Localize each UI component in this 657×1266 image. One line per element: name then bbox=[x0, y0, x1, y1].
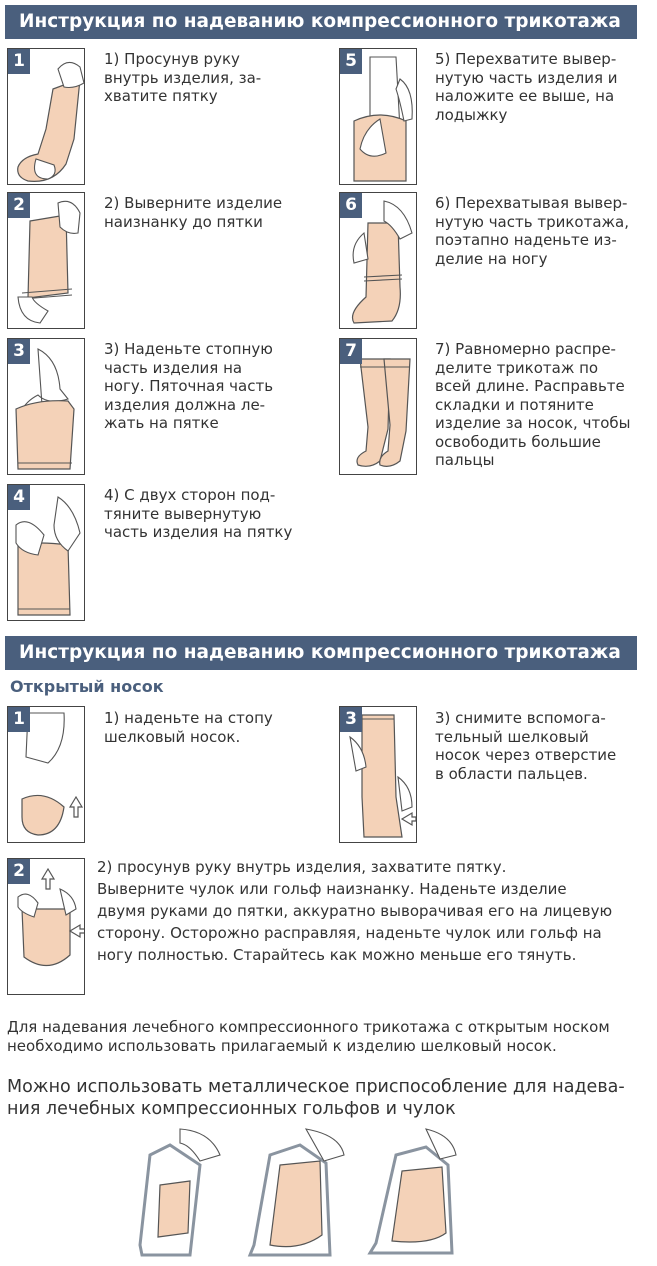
step5-text: 5) Перехватите вывер- нутую часть изделия и наложите ее выше, на лодыжку bbox=[435, 50, 618, 124]
open-step3-number: 3 bbox=[340, 707, 362, 732]
open-step2-illustration bbox=[7, 858, 85, 995]
step3-text: 3) Наденьте стопную часть изделия на ногу. Пяточная часть изделия должна ле- жать на пятке bbox=[104, 340, 274, 432]
step6-text: 6) Перехватывая вывер- нутую часть трикотажа, поэтапно наденьте из- делие на ногу bbox=[435, 194, 629, 268]
step6-illustration bbox=[339, 192, 417, 329]
open-step2-number: 2 bbox=[8, 859, 30, 884]
step6-number: 6 bbox=[340, 193, 362, 218]
step1-text: 1) Просунув руку внутрь изделия, за- хватите пятку bbox=[104, 50, 262, 105]
open-step3-illustration bbox=[339, 706, 417, 843]
stocking-aid-frame-illustration bbox=[130, 1125, 460, 1263]
step2-illustration bbox=[7, 192, 85, 329]
open-step1-illustration bbox=[7, 706, 85, 843]
device-illustration bbox=[130, 1125, 460, 1263]
open-step1-text: 1) наденьте на стопу шелковый носок. bbox=[104, 709, 273, 746]
step2-number: 2 bbox=[8, 193, 30, 218]
step7-text: 7) Равномерно распре- делите трикотаж по всей длине. Расправьте складки и потяните изделие за носок, чтобы освободить большие пальцы bbox=[435, 340, 631, 469]
open-step2-text: 2) просунув руку внутрь изделия, захватите пятку. Выверните чулок или гольф наизнанку. Наденьте изделие двумя руками до пятки, аккуратно выворачивая его на лицевую сторону. Осторожно расправляя, наденьте чулок или гольф на ногу полностью. Старайтесь как можно меньше его тянуть. bbox=[97, 858, 613, 964]
open-step3-text: 3) снимите вспомога- тельный шелковый носок через отверстие в области пальцев. bbox=[435, 709, 617, 783]
step1-illustration bbox=[7, 48, 85, 185]
step2-text: 2) Выверните изделие наизнанку до пятки bbox=[104, 194, 283, 231]
step5-number: 5 bbox=[340, 49, 362, 74]
step1-number: 1 bbox=[8, 49, 30, 74]
device-note: Можно использовать металлическое приспособление для надева- ния лечебных компрессионных гольфов и чулок bbox=[7, 1077, 625, 1119]
step7-illustration bbox=[339, 338, 417, 475]
step7-number: 7 bbox=[340, 339, 362, 364]
step3-number: 3 bbox=[8, 339, 30, 364]
section2-subtitle: Открытый носок bbox=[10, 677, 164, 696]
section1-title: Инструкция по надеванию компрессионного трикотажа bbox=[5, 5, 637, 39]
silk-sock-note: Для надевания лечебного компрессионного трикотажа с открытым носком необходимо использовать прилагаемый к изделию шелковый носок. bbox=[7, 1018, 610, 1055]
step4-illustration bbox=[7, 484, 85, 621]
section2-title: Инструкция по надеванию компрессионного трикотажа bbox=[5, 636, 637, 670]
step3-illustration bbox=[7, 338, 85, 475]
step4-text: 4) С двух сторон под- тяните вывернутую часть изделия на пятку bbox=[104, 486, 293, 541]
open-step1-number: 1 bbox=[8, 707, 30, 732]
step5-illustration bbox=[339, 48, 417, 185]
step4-number: 4 bbox=[8, 485, 30, 510]
